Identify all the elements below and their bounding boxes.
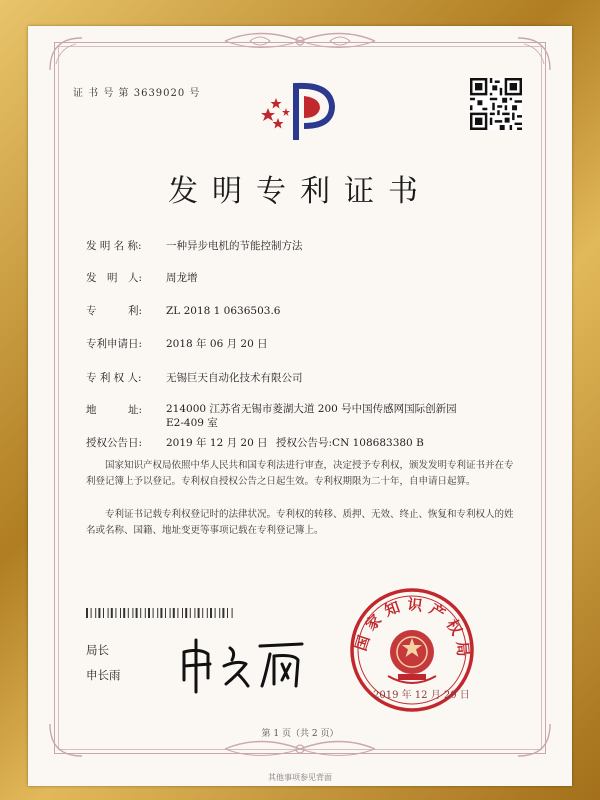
- top-ornament-icon: [220, 30, 380, 52]
- field-patent-number: [86, 303, 280, 318]
- seal-date: 2019 年 12 月 20 日: [373, 690, 470, 701]
- field-label: 授权公告号:: [276, 437, 333, 449]
- field-label: 授权公告日:: [86, 437, 143, 449]
- director-name: 申长雨: [86, 668, 121, 682]
- field-value: 2019 年 12 月 20 日: [166, 437, 268, 449]
- paragraph-grant-statement: 国家知识产权局依照中华人民共和国专利法进行审查，决定授予专利权，颁发发明专利证书并在专利登记簿上予以登记。专利权自授权公告之日起生效。专利权期限为二十年，自申请日起算。: [86, 460, 514, 487]
- field-value: ZL 2018 1 0636503.6: [166, 305, 281, 317]
- field-label: 专利申请日:: [86, 338, 143, 350]
- director-title: 局长: [86, 643, 109, 657]
- field-value: 214000 江苏省无锡市菱湖大道 200 号中国传感网国际创新园 E2-409 室: [166, 403, 457, 429]
- barcode-icon: [86, 608, 236, 618]
- page-number: 第 1 页（共 2 页）: [261, 729, 339, 739]
- field-value: 2018 年 06 月 20 日: [166, 338, 268, 350]
- seal-text: 国家知识产权局: [351, 595, 473, 664]
- field-label: 地 址:: [86, 404, 143, 416]
- qr-code-icon: [470, 78, 522, 130]
- patent-office-logo-icon: [260, 78, 340, 144]
- paragraph-legal-status: 专利证书记载专利权登记时的法律状况。专利权的转移、质押、无效、终止、恢复和专利权人的姓名或名称、国籍、地址变更等事项记载在专利登记簿上。: [86, 509, 514, 536]
- corner-ornament-icon: [514, 34, 554, 74]
- corner-ornament-icon: [46, 34, 86, 74]
- field-patentee: [86, 370, 303, 385]
- field-inventor: [86, 270, 198, 285]
- field-address: [86, 402, 466, 430]
- handwritten-signature-icon: [178, 634, 308, 694]
- field-value: 一种异步电机的节能控制方法: [166, 240, 303, 252]
- field-value: 周龙增: [166, 272, 198, 284]
- field-grant-date: [86, 435, 424, 450]
- field-application-date: [86, 336, 268, 351]
- field-label: 发 明 名 称:: [86, 240, 142, 252]
- field-label: 发 明 人:: [86, 272, 143, 284]
- field-invention-name: [86, 238, 303, 253]
- footer-note: 其他事项参见背面: [268, 773, 332, 782]
- document-title: 发明专利证书: [168, 174, 432, 209]
- field-label: 专 利:: [86, 305, 143, 317]
- field-value: CN 108683380 B: [332, 437, 424, 449]
- field-label: 专 利 权 人:: [86, 372, 142, 384]
- field-value: 无锡巨天自动化技术有限公司: [166, 372, 303, 384]
- certificate-number: 证 书 号 第 3639020 号: [73, 88, 201, 99]
- bottom-ornament-icon: [220, 738, 380, 760]
- certificate-paper: [28, 26, 572, 786]
